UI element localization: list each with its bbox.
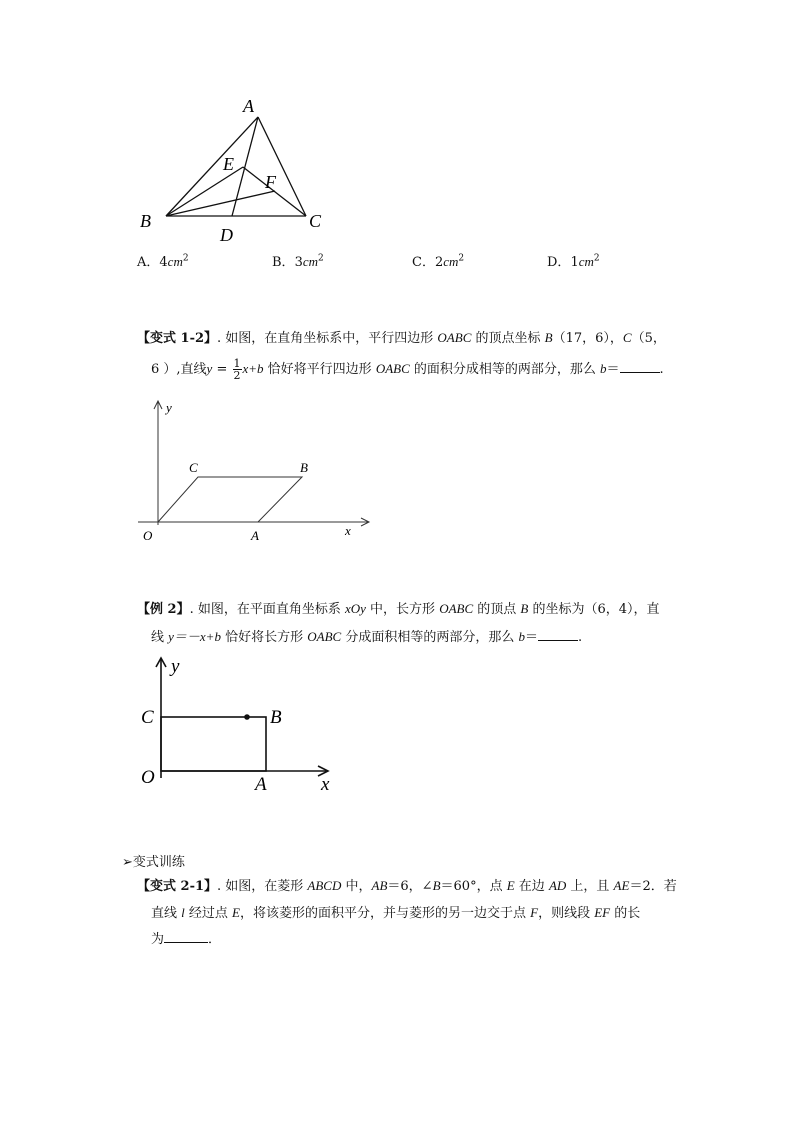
option-c[interactable]: C．$2cm^2$ xyxy=(412,253,465,270)
example2-line2: 线 y＝－x+b 恰好将长方形 OABC 分成面积相等的两部分，那么 b＝ . xyxy=(151,629,583,645)
variant21-line3: 为 ． xyxy=(151,932,222,947)
label-d: D xyxy=(220,225,233,245)
fig3-label-o: O xyxy=(141,767,155,788)
variant12-line2: 6 ）,直线y = $\frac{1}{2}$ x+b 恰好将平行四边形 OABC 的面积分成相等的两部分，那么 b＝ . xyxy=(151,357,664,382)
fraction-one-half: $\frac{1}{2}$ xyxy=(233,357,241,382)
fig2-label-c: C xyxy=(189,460,198,475)
triangle-figure xyxy=(130,90,340,250)
example2-line1: 【例 2】. 如图，在平面直角坐标系 xOy 中，长方形 OABC 的顶点 B 的坐标为（6，4），直 xyxy=(137,601,660,617)
label-e: E xyxy=(223,154,234,174)
variant21-line1: 【变式 2-1】. 如图，在菱形 ABCD 中，AB＝6，∠B＝60°，点 E 在边 AD 上，且 AE＝2．若 xyxy=(137,878,677,894)
label-c: C xyxy=(309,211,322,231)
answer-blank-3[interactable] xyxy=(164,930,208,943)
example2-tag: 【例 2】 xyxy=(137,602,190,617)
fig2-label-x: x xyxy=(345,523,351,538)
option-a[interactable]: A．$4cm^2$ xyxy=(137,253,189,270)
label-a: A xyxy=(243,96,254,116)
fig2-label-b: B xyxy=(300,460,308,475)
variant21-line2: 直线 l 经过点 E，将该菱形的面积平分，并与菱形的另一边交于点 F，则线段 EF 的长 xyxy=(151,905,641,921)
fig3-label-y: y xyxy=(171,656,180,677)
rectangle-figure xyxy=(135,650,345,795)
parallelogram-oabc xyxy=(158,477,302,522)
option-d[interactable]: D．$1cm^2$ xyxy=(547,253,600,270)
fig3-label-c: C xyxy=(141,707,154,728)
label-b: B xyxy=(140,211,151,231)
parallelogram-figure xyxy=(135,395,380,550)
answer-blank-1[interactable] xyxy=(620,360,660,373)
training-header: ➢变式训练 xyxy=(122,855,185,870)
fig3-label-x: x xyxy=(321,774,330,795)
fig3-label-b: B xyxy=(270,707,282,728)
variant12-line1: 【变式 1-2】. 如图，在直角坐标系中，平行四边形 OABC 的顶点坐标 B（17，6），C（5， xyxy=(137,330,666,346)
fig2-label-a: A xyxy=(251,528,259,543)
variant12-tag: 【变式 1-2】 xyxy=(137,331,218,346)
option-b[interactable]: B．$3cm^2$ xyxy=(272,253,324,270)
segment-ac xyxy=(258,117,306,216)
answer-blank-2[interactable] xyxy=(538,628,578,641)
label-f: F xyxy=(265,172,276,192)
arrow-marker-icon: ➢ xyxy=(122,855,133,870)
point-on-cb xyxy=(244,714,250,720)
fig2-label-o: O xyxy=(143,528,153,543)
segment-bf xyxy=(166,191,275,216)
rectangle-oabc xyxy=(161,717,266,771)
fig2-label-y: y xyxy=(166,400,172,415)
segment-ab xyxy=(166,117,258,216)
fig3-label-a: A xyxy=(255,774,267,795)
variant21-tag: 【变式 2-1】 xyxy=(137,879,218,894)
